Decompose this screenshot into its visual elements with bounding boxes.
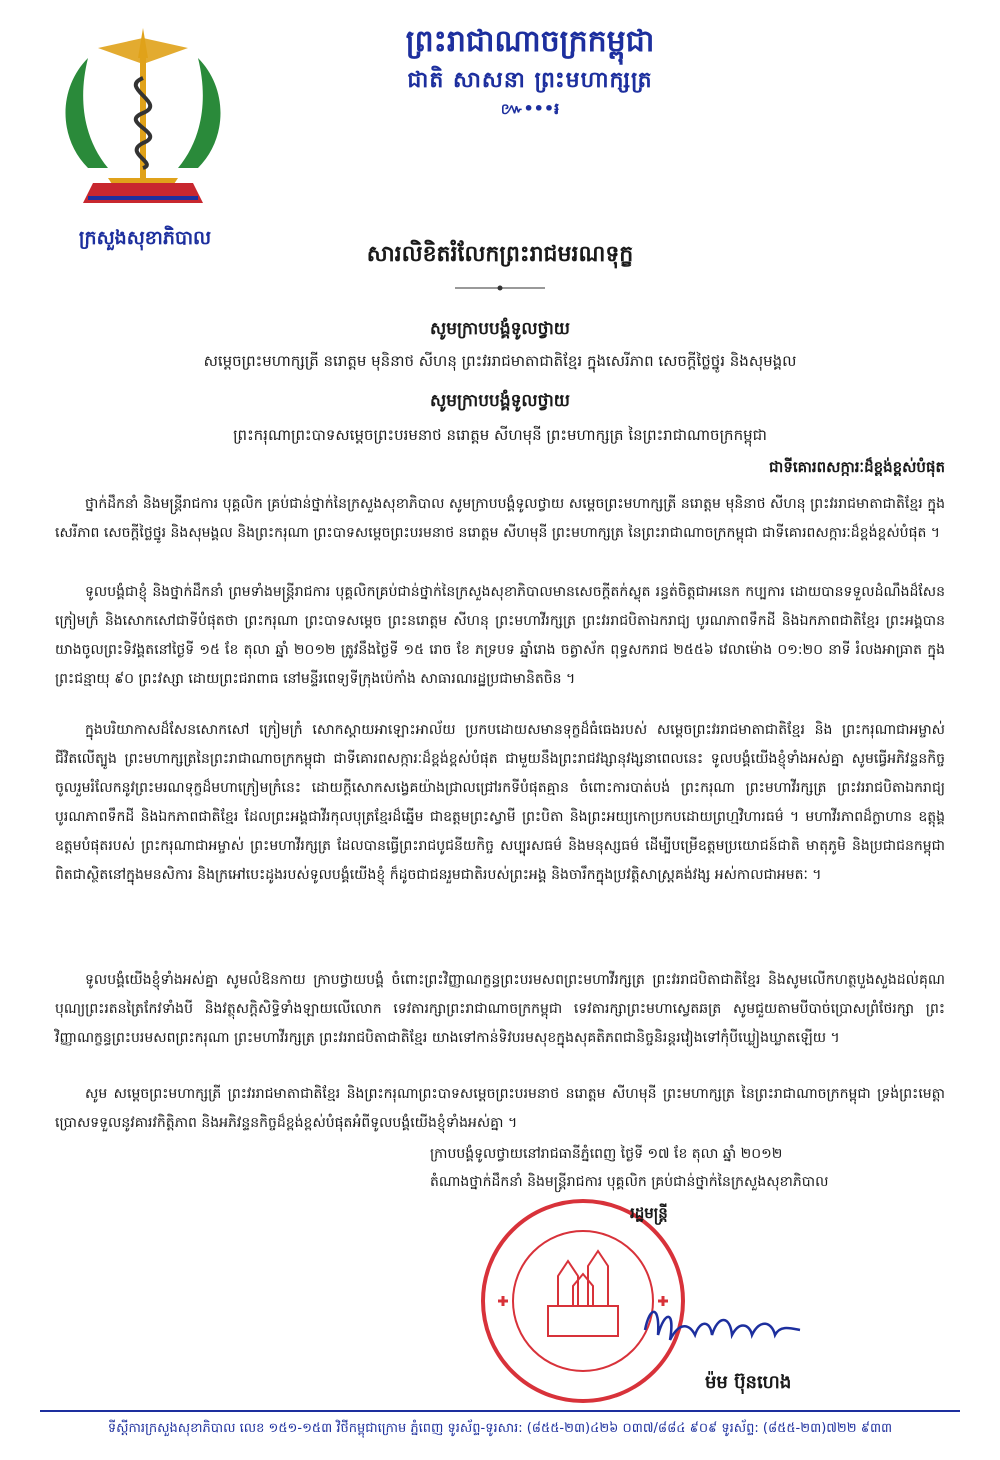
greeting-2: សូមក្រាបបង្គំទូលថ្វាយ: [430, 391, 570, 411]
title-divider: [455, 284, 545, 292]
signing-representative-line: តំណាងថ្នាក់ដឹកនាំ និងមន្ត្រីរាជការ បុគ្គលិក គ្រប់ជាន់ថ្នាក់នៃក្រសួងសុខាភិបាល: [430, 1174, 829, 1190]
address-1: សម្តេចព្រះមហាក្សត្រី នរោត្តម មុនិនាថ សីហនុ ព្រះវររាជមាតាជាតិខ្មែរ ក្នុងសេរីភាព សេចក្តីថ្លៃថ្នូរ និងសុមង្គល: [203, 352, 797, 370]
body-paragraph: ទូលបង្គំជាខ្ញុំ និងថ្នាក់ដឹកនាំ ព្រមទាំងមន្ត្រីរាជការ បុគ្គលិកគ្រប់ជាន់ថ្នាក់នៃក្រសួងសុខាភិបាលមានសេចក្តីតក់ស្លុត រន្ធត់ចិត្តជាអនេក កប្បការ ដោយបានទទួលដំណឹងដ៏សែនក្រៀមក្រំ និងសោកសៅជាទីបំផុតថា ព្រះករុណា ព្រះបាទសម្តេច ព្រះនរោត្តម សីហនុ ព្រះមហាវីរក្សត្រ ព្រះវររាជបិតាឯករាជ្យ បូរណភាពទឹកដី និងឯកភាពជាតិខ្មែរ ព្រះអង្គបានយាងចូលព្រះទិវង្គតនៅថ្ងៃទី ១៥ ខែ តុលា ឆ្នាំ ២០១២ ត្រូវនឹងថ្ងៃទី ១៥ រោច ខែ ភទ្របទ ឆ្នាំរោង ចត្វាស័ក ពុទ្ធសករាជ ២៥៥៦ វេលាម៉ោង ០១:២០ នាទី រំលងអាធ្រាត ក្នុងព្រះជន្មាយុ ៩០ ព្រះវស្សា ដោយព្រះជរាពាធ នៅមន្ទីរពេទ្យទីក្រុងប៉េកាំង សាធារណរដ្ឋប្រជាមានិតចិន ។: [55, 584, 945, 687]
body-paragraph: ទូលបង្គំយើងខ្ញុំទាំងអស់គ្នា សូមលំឱនកាយ ក្រាបថ្វាយបង្គំ ចំពោះព្រះវិញ្ញាណក្ខន្ធព្រះបរមសពព្រះមហាវីរក្សត្រ ព្រះវររាជបិតាជាតិខ្មែរ និងសូមលើកហត្ថបួងសួងដល់គុណបុណ្យព្រះរតនត្រៃកែវទាំងបី និងវត្ថុសក្តិសិទ្ធិទាំងឡាយលើលោក ទេវតារក្សាព្រះរាជាណាចក្រកម្ពុជា ទេវតារក្សាព្រះមហាស្វេតឆត្រ សូមជួយតាមបីបាច់ប្រោសព្រំថែរក្សា ព្រះវិញ្ញាណក្ខន្ធព្រះបរមសពព្រះករុណា ព្រះមហាវីរក្សត្រ ព្រះវររាជបិតាជាតិខ្មែរ យាងទៅកាន់ទិវបរមសុខក្នុងសុគតិភពជានិច្ចនិរន្តរវៀងទៅកុំបីឃ្លៀងឃ្លាតឡើយ ។: [55, 972, 945, 1046]
signatory-name: ម៉ម ប៊ុនហេង: [705, 1372, 792, 1393]
ministry-logo: [48, 18, 238, 218]
footer-address: ទីស្តីការក្រសួងសុខាភិបាល លេខ ១៥១-១៥៣ វិថីកម្ពុជាក្រោម ភ្នំពេញ ទូរស័ព្ទ-ទូរសារ: (៨៥៥-២៣)៤២៦ ០៣៧/៨៨៤ ៩០៩ ទូរស័ព្ទ: (៨៥៥-២៣)៧២២ ៩៣៣: [107, 1421, 893, 1436]
national-motto: ជាតិ សាសនា ព្រះមហាក្សត្រ: [407, 68, 653, 93]
footer-rule: [40, 1410, 960, 1412]
body-paragraph: សូម សម្តេចព្រះមហាក្សត្រី ព្រះវររាជមាតាជាតិខ្មែរ និងព្រះករុណាព្រះបាទសម្តេចព្រះបរមនាថ នរោត្តម សីហមុនី ព្រះមហាក្សត្រ នៃព្រះរាជាណាចក្រកម្ពុជា ទ្រង់ព្រះមេត្តាប្រោសទទួលនូវគារវកិត្តិភាព និងអភិវន្ទនកិច្ចដ៏ខ្ពង់ខ្ពស់បំផុតអំពីទូលបង្គំយើងខ្ញុំទាំងអស់គ្នា ។: [55, 1086, 945, 1131]
greeting-1: សូមក្រាបបង្គំទូលថ្វាយ: [430, 319, 570, 339]
signatory-title: រដ្ឋមន្ត្រី: [630, 1204, 668, 1222]
handwritten-signature: [640, 1300, 810, 1360]
document-title: សារលិខិតរំលែកព្រះរាជមរណទុក្ខ: [366, 242, 634, 267]
motto-ornament: ៚•••៛: [500, 99, 560, 118]
ministry-name: ក្រសួងសុខាភិបាល: [78, 227, 212, 249]
body-paragraph: ក្នុងបរិយាកាសដ៏សែនសោកសៅ ក្រៀមក្រំ សោកស្តាយអាឡោះអាល័យ ប្រកបដោយសមានទុក្ខដ៏ធំធេងរបស់ សម្តេចព្រះវររាជមាតាជាតិខ្មែរ និង ព្រះករុណាជាអម្ចាស់ជីវិតលើត្បូង ព្រះមហាក្សត្រនៃព្រះរាជាណាចក្រកម្ពុជា ជាទីគោរពសក្ការៈដ៏ខ្ពង់ខ្ពស់បំផុត ជាមួយនឹងព្រះរាជវង្សានុវង្សនាពេលនេះ ទូលបង្គំយើងខ្ញុំទាំងអស់គ្នា សូមធ្វើអភិវន្ទនកិច្ច ចូលរួមរំលែកនូវព្រះមរណទុក្ខដ៏មហាក្រៀមក្រំនេះ ដោយក្តីសោកសង្វេគយ៉ាងជ្រាលជ្រៅរកទីបំផុតគ្មាន ចំពោះការបាត់បង់ ព្រះករុណា ព្រះមហាវីរក្សត្រ ព្រះវររាជបិតាឯករាជ្យ បូរណភាពទឹកដី និងឯកភាពជាតិខ្មែរ ដែលព្រះអង្គជាវីរកុលបុត្រខ្មែរដ៏ឆ្នើម ជាឧត្តមព្រះស្វាមី ព្រះបិតា និងព្រះអយ្យកោប្រកបដោយព្រហ្មវិហារធម៌ ។ មហាវីរភាពដ៏ក្លាហាន ឧត្តុង្គឧត្តមបំផុតរបស់ ព្រះករុណាជាអម្ចាស់ ព្រះមហាវីរក្សត្រ ដែលបានធ្វើព្រះរាជបូជនីយកិច្ច សប្បុរសធម៌ និងមនុស្សធម៌ ដើម្បីបម្រើឧត្តមប្រយោជន៍ជាតិ មាតុភូមិ និងប្រជាជនកម្ពុជា ពិតជាស្ថិតនៅក្នុងមនសិការ និងក្រអៅបេះដូងរបស់ទូលបង្គំយើងខ្ញុំ ក៏ដូចជាជនរួមជាតិរបស់ព្រះអង្គ និងចារឹកក្នុងប្រវត្តិសាស្ត្រគង់វង្ស អស់កាលជាអមតៈ ។: [55, 722, 945, 883]
kingdom-title: ព្រះរាជាណាចក្រកម្ពុជា: [405, 24, 655, 59]
signing-date-line: ក្រាបបង្គំទូលថ្វាយនៅរាជធានីភ្នំពេញ ថ្ងៃទី ១៧ ខែ តុលា ឆ្នាំ ២០១២: [430, 1146, 783, 1162]
body-paragraph: ថ្នាក់ដឹកនាំ និងមន្ត្រីរាជការ បុគ្គលិក គ្រប់ជាន់ថ្នាក់នៃក្រសួងសុខាភិបាល សូមក្រាបបង្គំទូលថ្វាយ សម្តេចព្រះមហាក្សត្រី នរោត្តម មុនិនាថ សីហនុ ព្រះវររាជមាតាជាតិខ្មែរ ក្នុងសេរីភាព សេចក្តីថ្លៃថ្នូរ និងសុមង្គល និងព្រះករុណា ព្រះបាទសម្តេចព្រះបរមនាថ នរោត្តម សីហមុនី ព្រះមហាក្សត្រ នៃព្រះរាជាណាចក្រកម្ពុជា ជាទីគោរពសក្ការៈដ៏ខ្ពង់ខ្ពស់បំផុត ។: [55, 496, 945, 541]
address-2: ព្រះករុណាព្រះបាទសម្តេចព្រះបរមនាថ នរោត្តម សីហមុនី ព្រះមហាក្សត្រ នៃព្រះរាជាណាចក្រកម្ពុជា: [233, 426, 767, 444]
address-2-honorific: ជាទីគោរពសក្ការៈដ៏ខ្ពង់ខ្ពស់បំផុត: [769, 458, 945, 476]
